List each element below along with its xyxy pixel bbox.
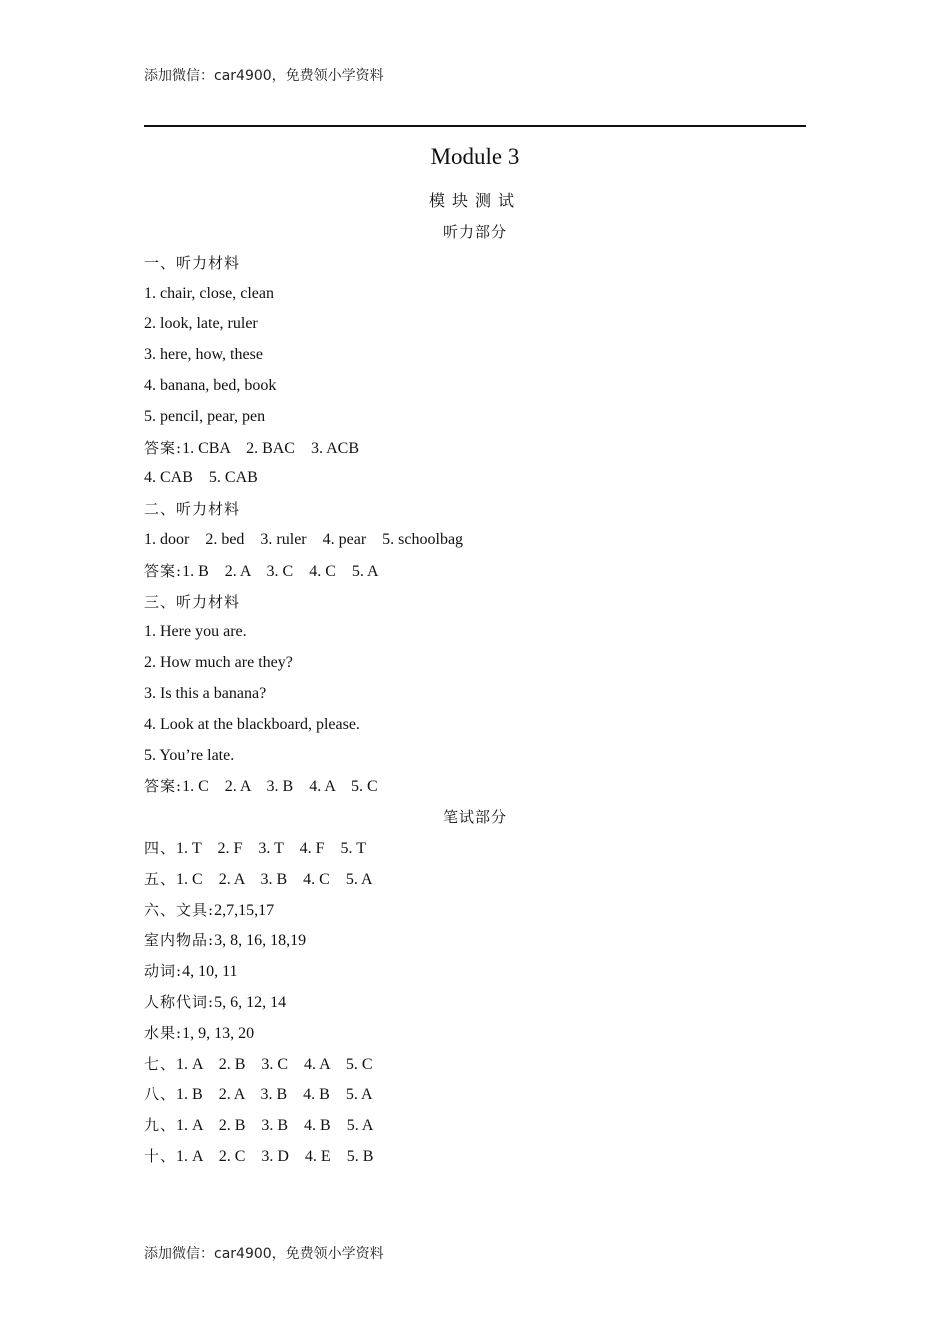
answer-line	[144, 864, 806, 895]
line-prefix: 答案:	[144, 561, 183, 580]
answer-line	[144, 771, 806, 802]
footer-promo-note: 添加微信：car4900，免费领小学资料	[144, 1246, 384, 1262]
answer-line: 2. How much are they?	[144, 654, 293, 672]
part-heading: 三、听力材料	[144, 592, 241, 611]
answer-line	[144, 987, 806, 1018]
answer-line: 5. pencil, pear, pen	[144, 407, 266, 425]
line-prefix: 四、	[144, 838, 177, 857]
section-heading: 笔试部分	[442, 808, 507, 827]
answer-line: 4. Look at the blackboard, please.	[144, 715, 360, 733]
answer-line: 3. here, how, these	[144, 346, 263, 364]
page-title: Module 3	[430, 144, 520, 169]
line-text: 1. CBA 2. BAC 3. ACB	[182, 439, 359, 457]
line-prefix: 水果:	[144, 1023, 183, 1042]
answer-line: 2. look, late, ruler	[144, 315, 258, 333]
line-text: 4, 10, 11	[182, 963, 238, 981]
line-prefix: 答案:	[144, 777, 183, 796]
header-divider	[144, 125, 806, 127]
line-text: 1. C 2. A 3. B 4. A 5. C	[182, 778, 378, 796]
answer-line: 1. door 2. bed 3. ruler 4. pear 5. schoolbag	[144, 530, 464, 548]
answer-line	[144, 895, 806, 926]
answer-line	[144, 1110, 806, 1141]
line-text: 1. T 2. F 3. T 4. F 5. T	[176, 839, 366, 857]
page-subtitle: 模块测试	[428, 191, 521, 210]
line-prefix: 人称代词:	[144, 992, 215, 1011]
answer-line	[144, 1141, 806, 1172]
line-text: 1. C 2. A 3. B 4. C 5. A	[176, 870, 373, 888]
line-prefix: 室内物品:	[144, 931, 215, 950]
line-text: 1. A 2. C 3. D 4. E 5. B	[176, 1147, 374, 1165]
line-prefix: 十、	[144, 1146, 177, 1165]
line-prefix: 五、	[144, 869, 177, 888]
answer-line	[144, 833, 806, 864]
line-text: 1. A 2. B 3. B 4. B 5. A	[176, 1117, 374, 1135]
line-prefix: 九、	[144, 1116, 177, 1135]
header-promo-note: 添加微信：car4900，免费领小学资料	[144, 68, 384, 84]
answer-line	[144, 1049, 806, 1080]
line-text: 1. A 2. B 3. C 4. A 5. C	[176, 1055, 373, 1073]
answer-line	[144, 956, 806, 987]
answer-line	[144, 556, 806, 587]
line-text: 5, 6, 12, 14	[214, 993, 287, 1011]
answer-line: 4. banana, bed, book	[144, 376, 277, 394]
line-prefix: 答案:	[144, 438, 183, 457]
answer-line	[144, 1079, 806, 1110]
answer-line: 3. Is this a banana?	[144, 684, 267, 702]
line-prefix: 七、	[144, 1054, 177, 1073]
line-text: 3, 8, 16, 18,19	[214, 932, 307, 950]
part-heading: 一、听力材料	[144, 253, 241, 272]
answer-line: 1. Here you are.	[144, 623, 247, 641]
answer-line: 1. chair, close, clean	[144, 284, 274, 302]
answer-line	[144, 925, 806, 956]
line-prefix: 八、	[144, 1085, 177, 1104]
answer-line: 4. CAB 5. CAB	[144, 469, 258, 487]
line-text: 2,7,15,17	[214, 901, 275, 919]
part-heading: 二、听力材料	[144, 500, 241, 519]
line-prefix: 六、文具:	[144, 900, 215, 919]
line-text: 1, 9, 13, 20	[182, 1024, 255, 1042]
answer-line	[144, 1018, 806, 1049]
answer-line: 5. You’re late.	[144, 746, 235, 764]
line-text: 1. B 2. A 3. B 4. B 5. A	[176, 1086, 373, 1104]
line-text: 1. B 2. A 3. C 4. C 5. A	[182, 562, 379, 580]
section-heading: 听力部分	[442, 223, 507, 241]
answer-key-body	[144, 217, 806, 1172]
answer-line	[144, 433, 806, 464]
line-prefix: 动词:	[144, 962, 183, 981]
